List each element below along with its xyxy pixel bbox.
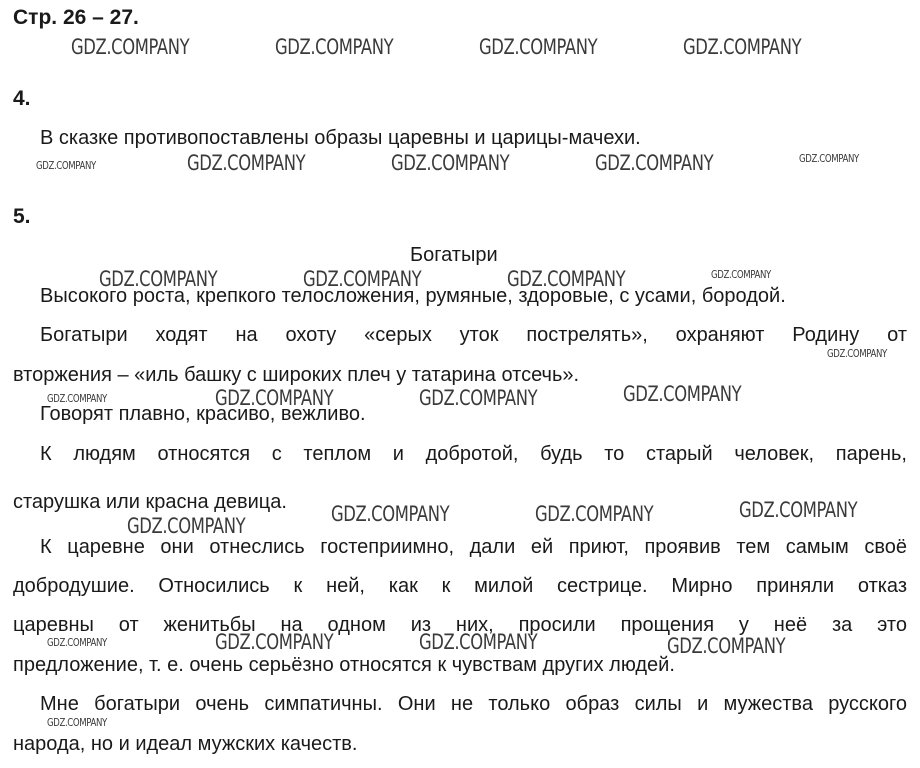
paragraph-line: Богатыри ходят на охоту «серых уток пострелять», охраняют Родину от	[40, 324, 907, 346]
paragraph-line: К царевне они отнеслись гостеприимно, дали ей приют, проявив тем самым своё	[40, 536, 907, 558]
paragraph-line: Высокого роста, крепкого телосложения, румяные, здоровые, с усами, бородой.	[40, 285, 786, 307]
paragraph-line: народа, но и идеал мужских качеств.	[13, 733, 358, 755]
paragraph-line: К людям относятся с теплом и добротой, будь то старый человек, парень,	[40, 443, 907, 465]
watermark: GDZ.COMPANY	[47, 636, 107, 649]
task-4-number: 4.	[13, 87, 31, 110]
watermark: GDZ.COMPANY	[99, 267, 218, 291]
paragraph-line: вторжения – «иль башку с широких плеч у татарина отсечь».	[13, 364, 580, 386]
watermark: GDZ.COMPANY	[667, 634, 786, 658]
paragraph-line: Говорят плавно, красиво, вежливо.	[40, 403, 366, 425]
page-heading: Стр. 26 – 27.	[13, 6, 139, 29]
watermark: GDZ.COMPANY	[711, 268, 771, 281]
task-5-title: Богатыри	[410, 244, 498, 266]
paragraph-line: предложение, т. е. очень серьёзно относятся к чувствам других людей.	[13, 654, 675, 676]
watermark: GDZ.COMPANY	[595, 151, 714, 175]
paragraph-line: царевны от женитьбы на одном из них, просили прощения у неё за это	[13, 614, 907, 636]
watermark: GDZ.COMPANY	[47, 392, 107, 405]
watermark: GDZ.COMPANY	[479, 35, 598, 59]
watermark: GDZ.COMPANY	[827, 347, 887, 360]
watermark: GDZ.COMPANY	[331, 502, 450, 526]
watermark: GDZ.COMPANY	[36, 159, 96, 172]
paragraph-line: добродушие. Относились к ней, как к милой сестрице. Мирно приняли отказ	[13, 575, 907, 597]
task-5-number: 5.	[13, 205, 31, 228]
watermark: GDZ.COMPANY	[215, 386, 334, 410]
watermark: GDZ.COMPANY	[623, 382, 742, 406]
paragraph-line: Мне богатыри очень симпатичны. Они не только образ силы и мужества русского	[40, 693, 907, 715]
watermark: GDZ.COMPANY	[739, 498, 858, 522]
watermark: GDZ.COMPANY	[187, 151, 306, 175]
watermark: GDZ.COMPANY	[391, 151, 510, 175]
watermark: GDZ.COMPANY	[535, 502, 654, 526]
watermark: GDZ.COMPANY	[419, 386, 538, 410]
watermark: GDZ.COMPANY	[47, 716, 107, 729]
watermark: GDZ.COMPANY	[683, 35, 802, 59]
watermark: GDZ.COMPANY	[275, 35, 394, 59]
watermark: GDZ.COMPANY	[71, 35, 190, 59]
watermark: GDZ.COMPANY	[799, 152, 859, 165]
watermark: GDZ.COMPANY	[303, 267, 422, 291]
paragraph-line: старушка или красна девица.	[13, 491, 287, 513]
watermark: GDZ.COMPANY	[127, 514, 246, 538]
watermark: GDZ.COMPANY	[215, 630, 334, 654]
watermark: GDZ.COMPANY	[419, 630, 538, 654]
task-4-text: В сказке противопоставлены образы царевны и царицы-мачехи.	[40, 127, 641, 149]
watermark: GDZ.COMPANY	[507, 267, 626, 291]
